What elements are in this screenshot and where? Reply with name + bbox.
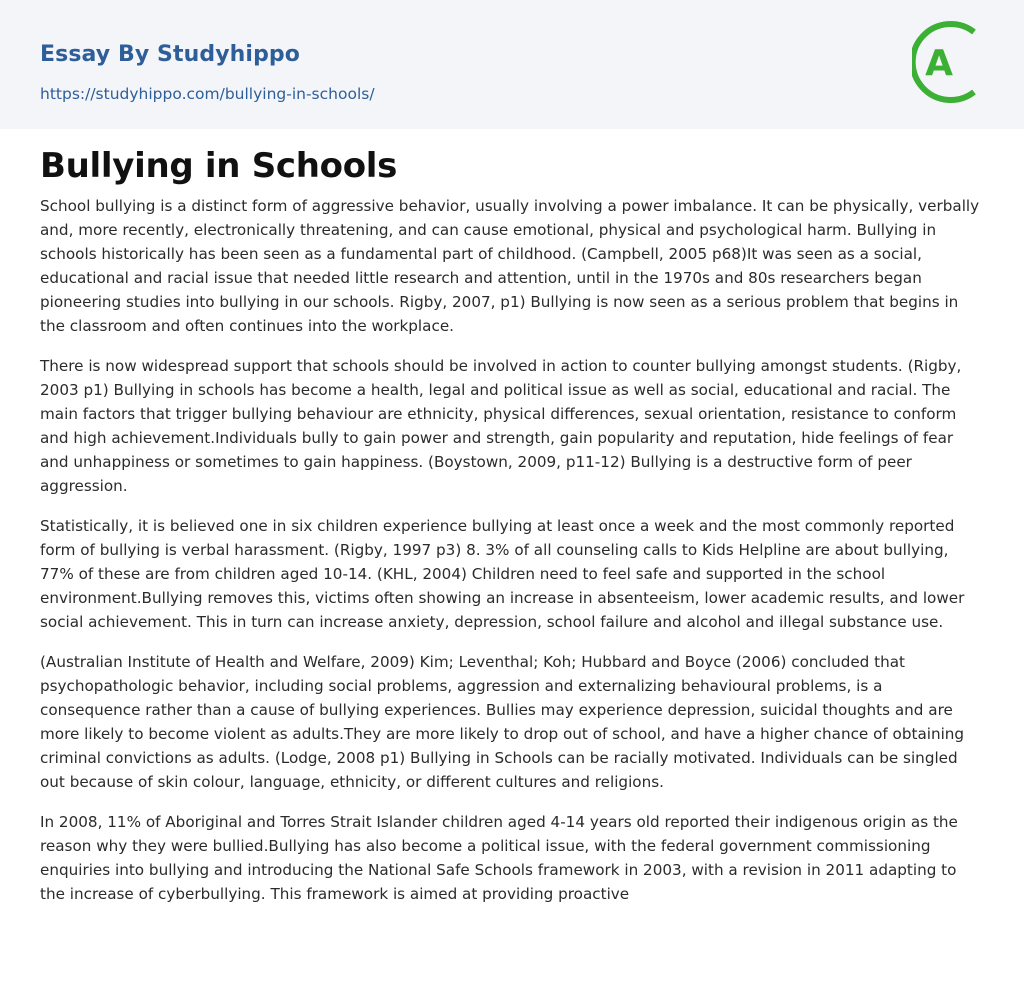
paragraph: In 2008, 11% of Aboriginal and Torres Strait Islander children aged 4-14 years old reported their indigenous origin as the reason why they were bullied.Bullying has also become a political issue, with the federal government commissioning enquiries into bullying and introducing the National Safe Schools framework in 2003, with a revision in 2011 adapting to the increase of cyberbullying. This framework is aimed at providing proactive (40, 813, 958, 903)
page-title: Bullying in Schools (40, 146, 398, 186)
paragraph: School bullying is a distinct form of aggressive behavior, usually involving a power imbalance. It can be physically, verbally and, more recently, electronically threatening, and can cause emotional, physical and psychological harm. Bullying in schools historically has been seen as a fundamental part of childhood. (Campbell, 2005 p68)It was seen as a social, educational and racial issue that needed little research and attention, until in the 1970s and 80s researchers began pioneering studies into bullying in our schools. Rigby, 2007, p1) Bullying is now seen as a serious problem that begins in the classroom and often continues into the workplace. (40, 197, 980, 335)
brand-title[interactable]: Essay By Studyhippo (40, 42, 300, 67)
paragraph: (Australian Institute of Health and Welfare, 2009) Kim; Leventhal; Koh; Hubbard and Boyce (2006) concluded that psychopathologic behavior, including social problems, aggression and externalizing behavioural problems, is a consequence rather than a cause of bullying experiences. Bullies may experience depression, suicidal thoughts and are more likely to become violent as adults.They are more likely to drop out of school, and have a higher chance of obtaining criminal convictions as adults. (Lodge, 2008 p1) Bullying in Schools can be racially motivated. Individuals can be singled out because of skin colour, language, ethnicity, or different cultures and religions. (40, 653, 965, 791)
paragraph: There is now widespread support that schools should be involved in action to counter bullying amongst students. (Rigby, 2003 p1) Bullying in schools has become a health, legal and political issue as well as social, educational and racial. The main factors that trigger bullying behaviour are ethnicity, physical differences, sexual orientation, resistance to conform and high achievement.Individuals bully to gain power and strength, gain popularity and reputation, hide feelings of fear and unhappiness or sometimes to gain happiness. (Boystown, 2009, p11-12) Bullying is a destructive form of peer aggression. (40, 357, 962, 495)
source-url-link[interactable]: https://studyhippo.com/bullying-in-schools/ (40, 85, 375, 103)
essay-body (40, 194, 984, 922)
studyhippo-logo-icon[interactable] (912, 19, 986, 105)
logo-letter: A (925, 43, 953, 84)
paragraph: Statistically, it is believed one in six children experience bullying at least once a week and the most commonly reported form of bullying is verbal harassment. (Rigby, 1997 p3) 8. 3% of all counseling calls to Kids Helpline are about bullying, 77% of these are from children aged 10-14. (KHL, 2004) Children need to feel safe and supported in the school environment.Bullying removes this, victims often showing an increase in absenteeism, lower academic results, and lower social achievement. This in turn can increase anxiety, depression, school failure and alcohol and illegal substance use. (40, 517, 965, 631)
site-header (0, 0, 1024, 129)
